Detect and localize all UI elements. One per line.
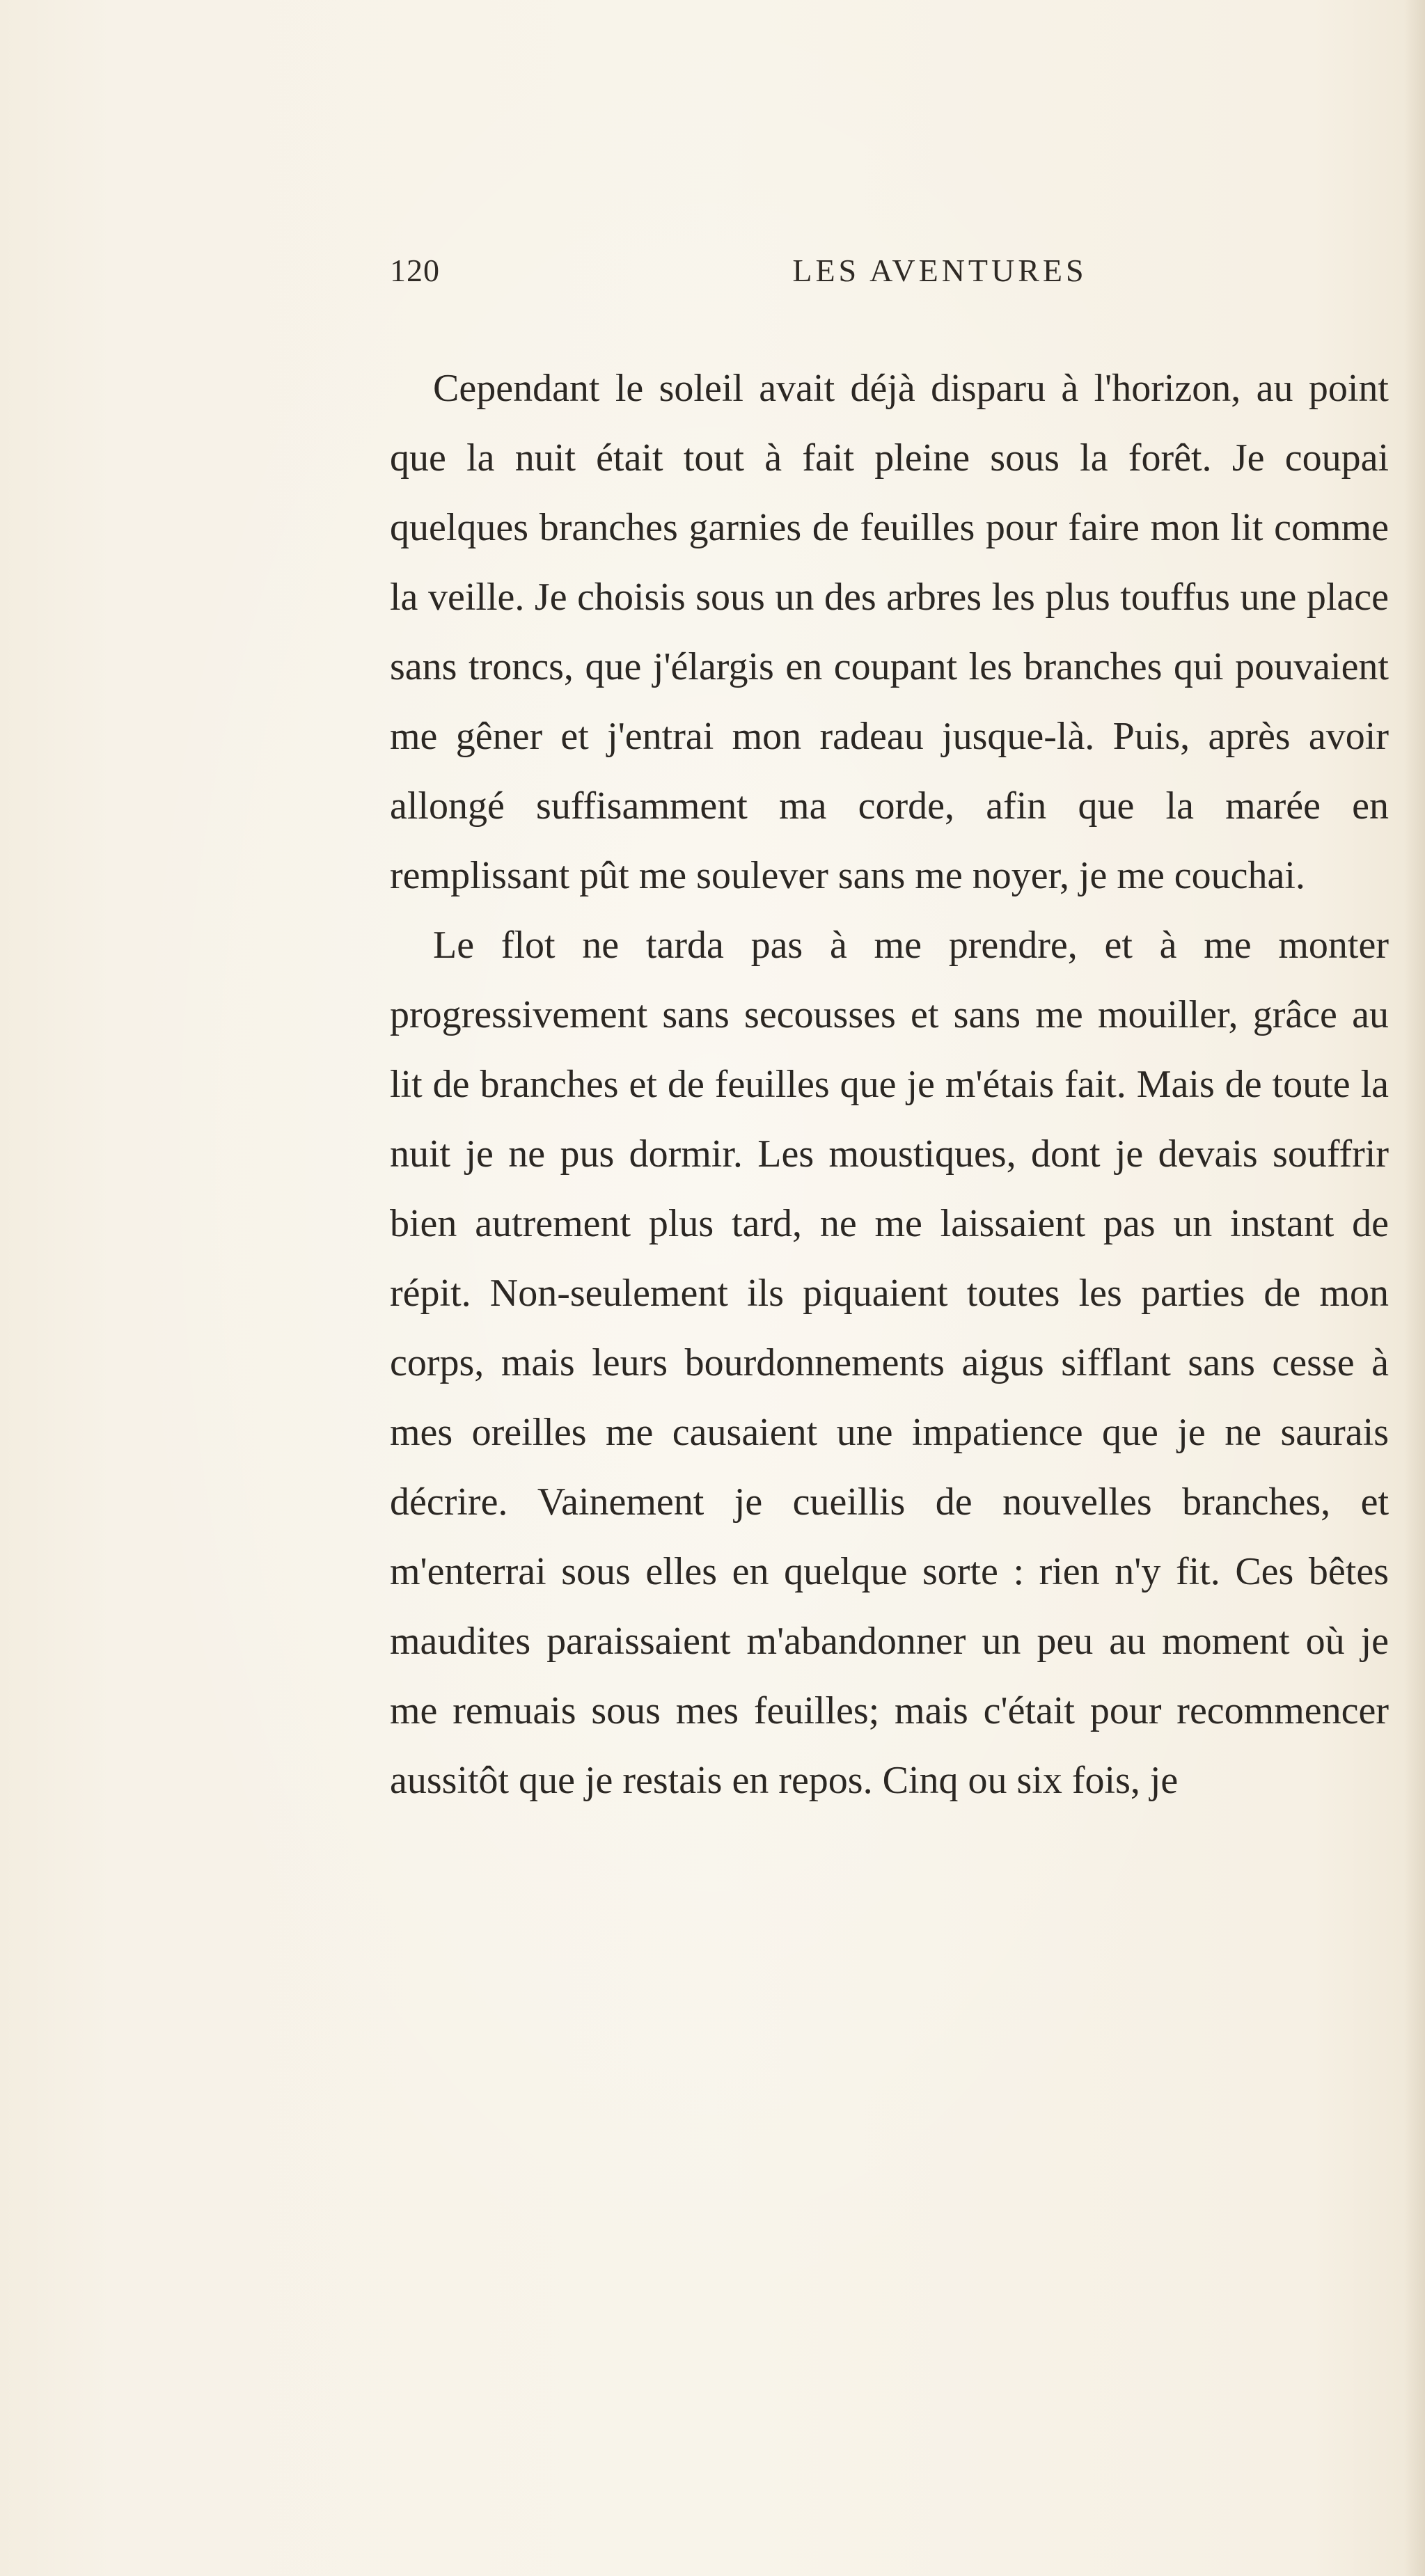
page-edge-shadow	[1404, 0, 1425, 2576]
paragraph-1: Cependant le soleil avait déjà disparu à l'horizon, au point que la nuit était tout à fait pleine sous la forêt. Je coupai quelques branches garnies de feuilles pour faire mon lit comme la veille. Je choisis sous un des arbres les plus touffus une place sans troncs, que j'élargis en coupant les branches qui pouvaient me gêner et j'entrai mon radeau jusque-là. Puis, après avoir allongé suffisamment ma corde, afin que la marée en remplissant pût me soulever sans me noyer, je me couchai.	[390, 367, 1389, 897]
body-text	[390, 354, 1389, 1815]
paragraph-2: Le flot ne tarda pas à me prendre, et à me monter progressivement sans secousses et sans me mouiller, grâce au lit de branches et de feuilles que je m'étais fait. Mais de toute la nuit je ne pus dormir. Les moustiques, dont je devais souffrir bien autrement plus tard, ne me laissaient pas un instant de répit. Non-seulement ils piquaient toutes les parties de mon corps, mais leurs bourdonnements aigus sifflant sans cesse à mes oreilles me causaient une impatience que je ne saurais décrire. Vainement je cueillis de nouvelles branches, et m'enterrai sous elles en quelque sorte : rien n'y fit. Ces bêtes maudites paraissaient m'abandonner un peu au moment où je me remuais sous mes feuilles; mais c'était pour recommencer aussitôt que je restais en repos. Cinq ou six fois, je	[390, 924, 1389, 1802]
page-number: 120	[390, 253, 440, 288]
running-head: LES AVENTURES	[792, 253, 1087, 288]
page-header	[390, 252, 1389, 294]
